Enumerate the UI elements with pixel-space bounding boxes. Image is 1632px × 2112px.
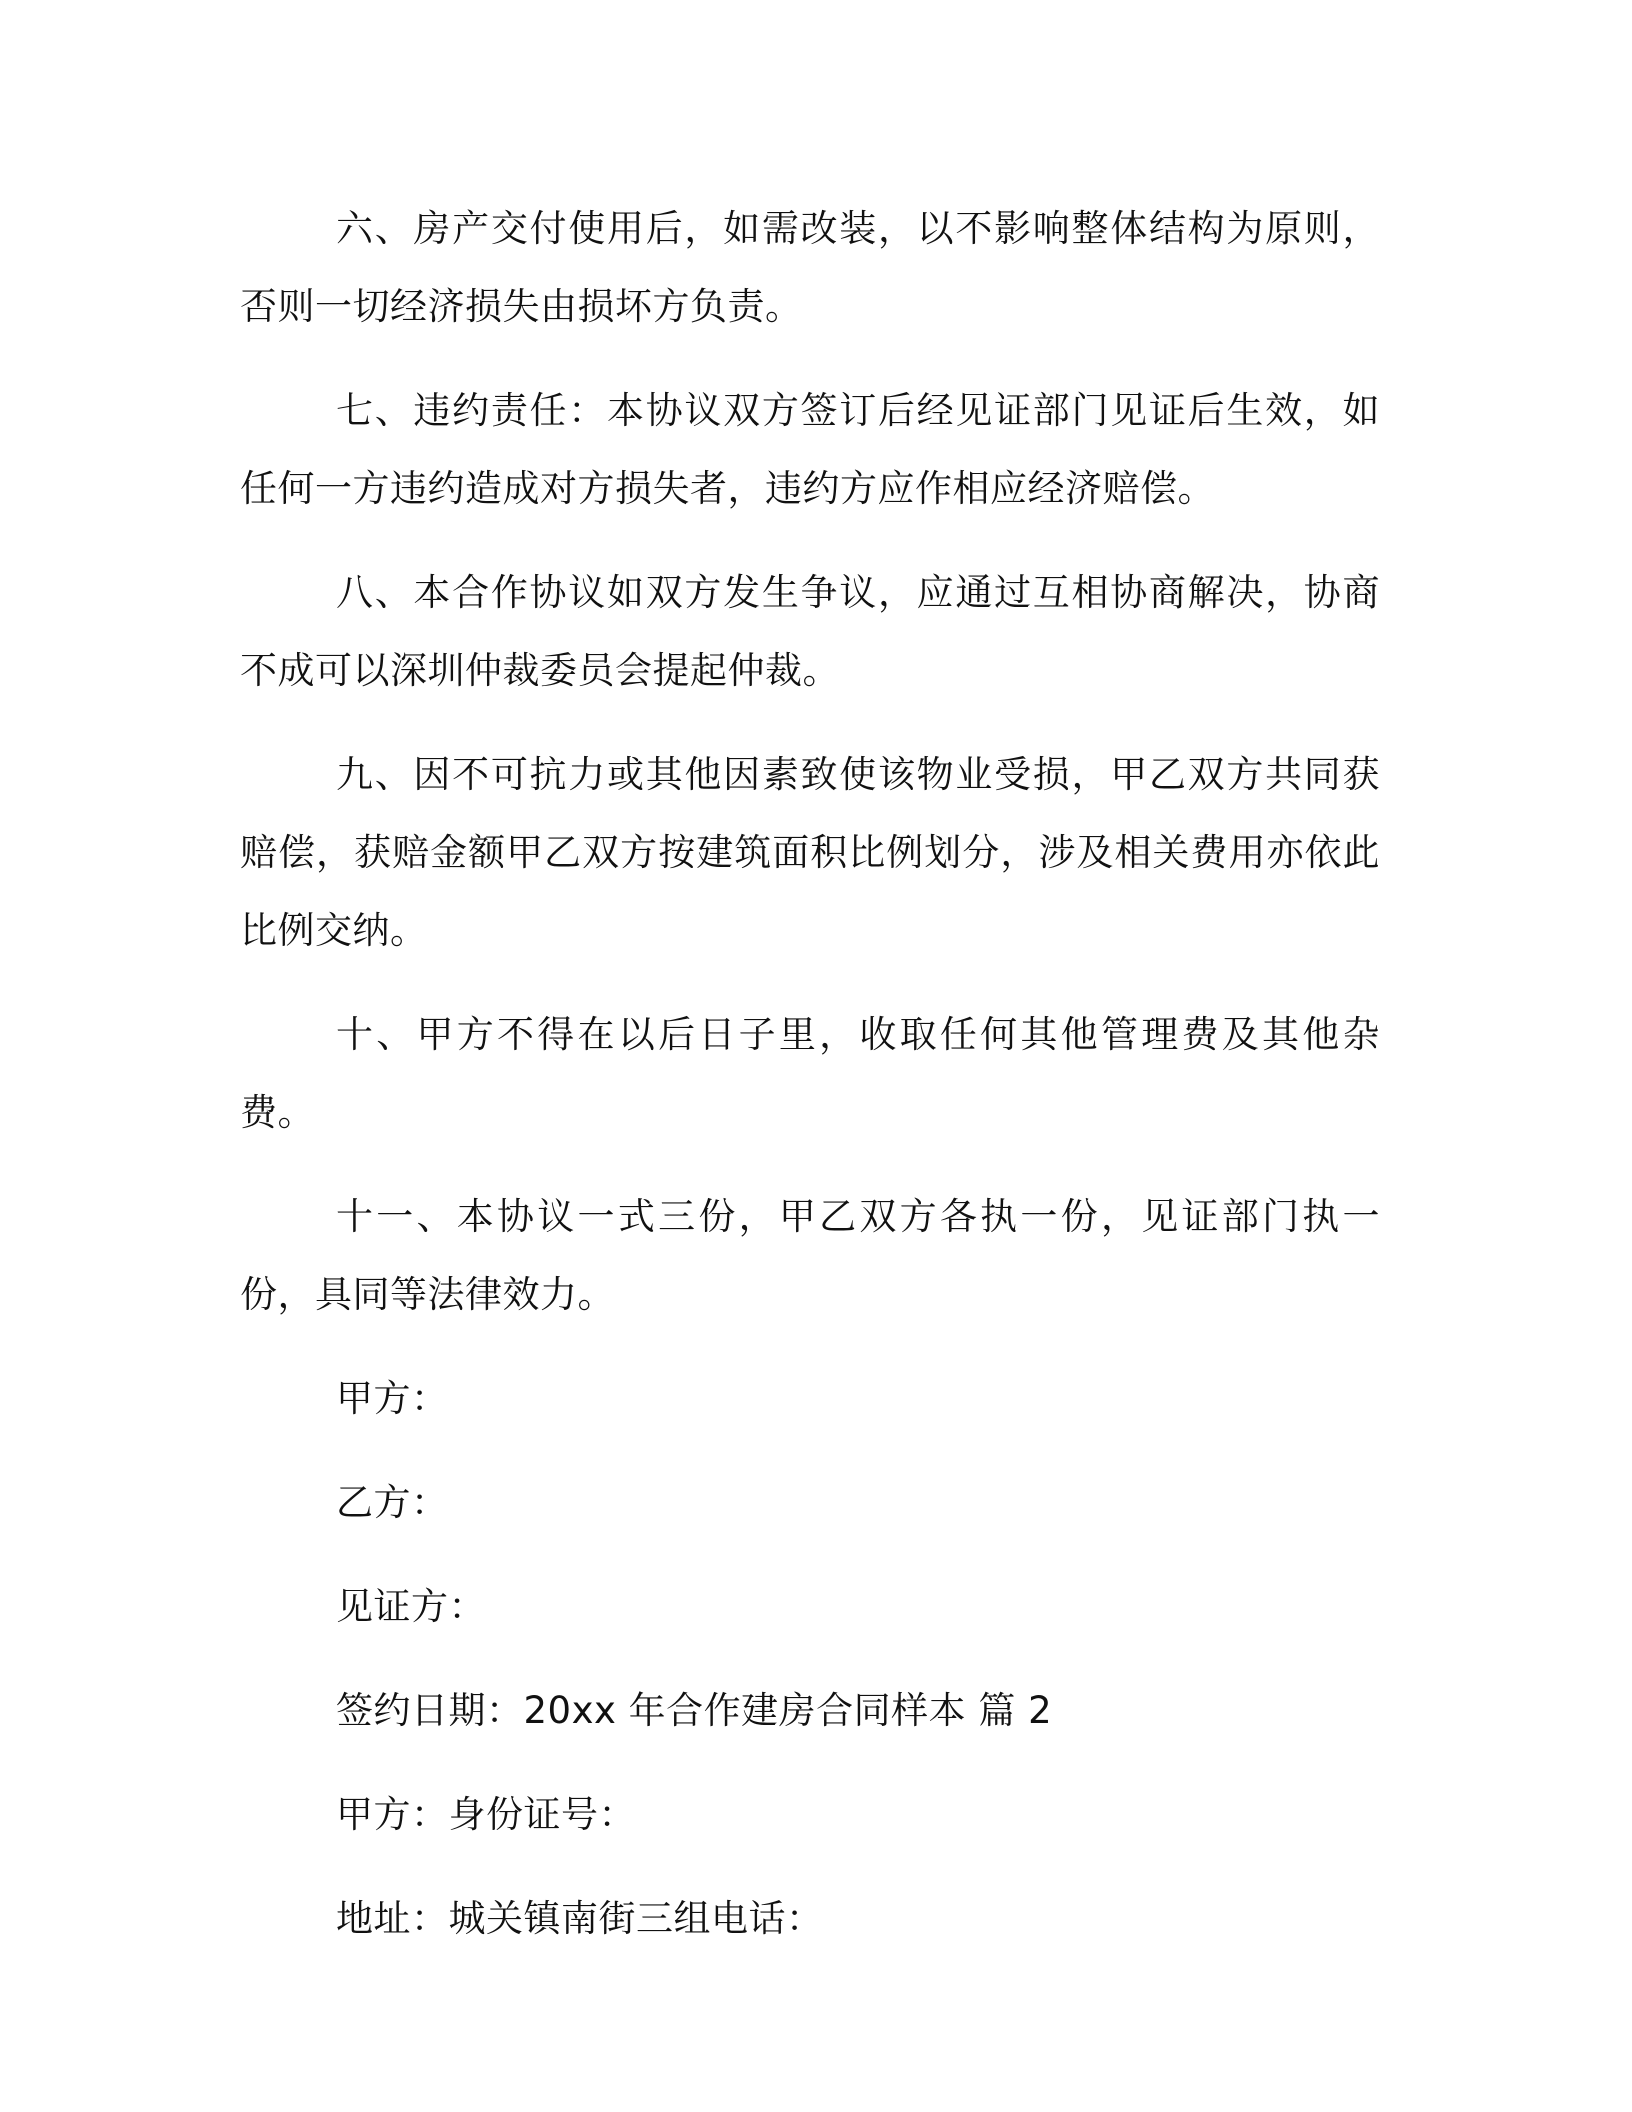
clause-10: 十、甲方不得在以后日子里，收取任何其他管理费及其他杂费。 <box>240 1013 1380 1134</box>
party-a-line: 甲方： <box>336 1377 449 1420</box>
party-a-id-line: 甲方：身份证号： <box>336 1793 636 1836</box>
clause-8: 八、本合作协议如双方发生争议，应通过互相协商解决，协商不成可以深圳仲裁委员会提起仲裁。 <box>240 571 1380 692</box>
witness-line: 见证方： <box>336 1585 486 1628</box>
clause-9: 九、因不可抗力或其他因素致使该物业受损，甲乙双方共同获赔偿，获赔金额甲乙双方按建筑面积比例划分，涉及相关费用亦依此比例交纳。 <box>240 753 1380 952</box>
clause-6: 六、房产交付使用后，如需改装，以不影响整体结构为原则，否则一切经济损失由损坏方负责。 <box>240 207 1380 328</box>
document-page <box>240 190 1380 1984</box>
signing-date-line: 签约日期：20xx 年合作建房合同样本 篇 2 <box>336 1689 1053 1732</box>
clause-7: 七、违约责任：本协议双方签订后经见证部门见证后生效，如任何一方违约造成对方损失者，违约方应作相应经济赔偿。 <box>240 389 1380 510</box>
party-b-line: 乙方： <box>336 1481 449 1524</box>
clause-11: 十一、本协议一式三份，甲乙双方各执一份，见证部门执一份，具同等法律效力。 <box>240 1195 1380 1316</box>
address-phone-line: 地址：城关镇南街三组电话： <box>336 1897 824 1940</box>
